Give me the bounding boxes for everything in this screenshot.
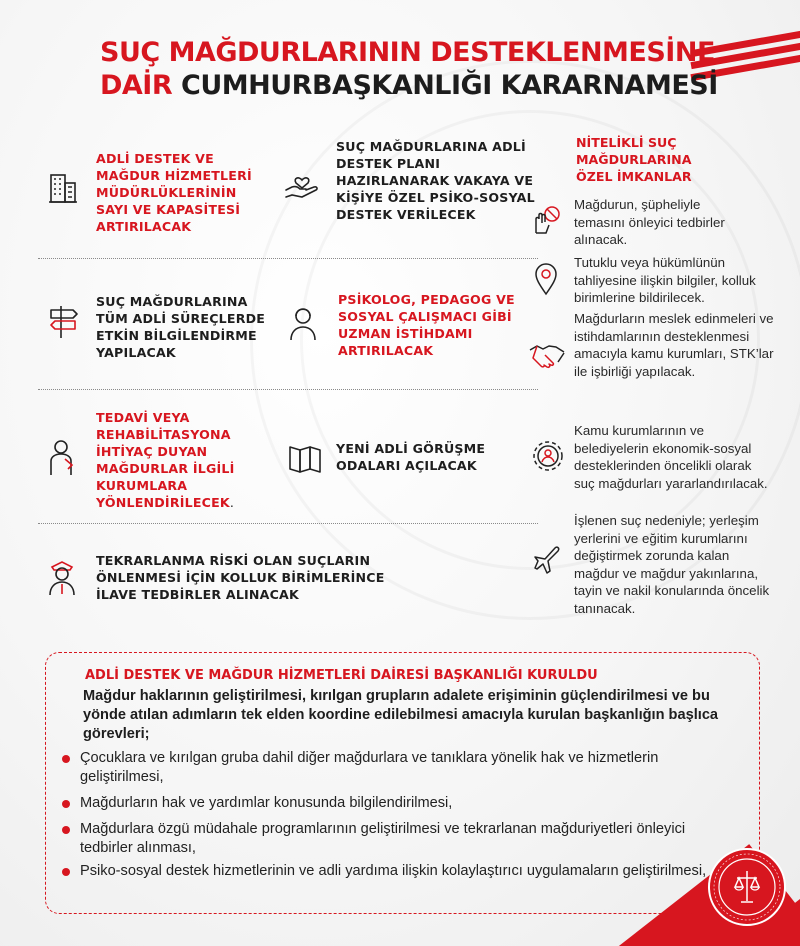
right-item-4: Kamu kurumlarının ve belediyelerin ekonomik-sosyal desteklerinden öncelikli olarak suç mağdurları yararlandırılacak. [574,423,768,491]
item-text-6: YENİ ADLİ GÖRÜŞME ODALARI AÇILACAK [336,441,486,473]
right-item-3: Mağdurların meslek edinmeleri ve istihdamlarının desteklenmesi amacıyla kamu kurumları, STK’lar ile işbirliği yapılacak. [574,311,774,379]
item-text-5-main: TEDAVİ VEYA REHABİLİTASYONA İHTİYAÇ DUYAN MAĞDURLAR İLGİLİ KURUMLARA YÖNLENDİRİLECEK [96,410,235,510]
list-item-text: Psiko-sosyal destek hizmetlerinin ve adli yardıma ilişkin kolaylaştırıcı uygulamaların geliştirilmesi, [80,863,707,879]
woman-icon [288,305,318,341]
title-line1: SUÇ MAĞDURLARININ DESTEKLENMESİNE [100,37,715,68]
list-item-text: Çocuklara ve kırılgan gruba dahil diğer mağdurlara ve tanıklara yönelik hak ve hizmetlerin geliştirilmesi, [80,750,659,785]
right-item-2: Tutuklu veya hükümlünün tahliyesine ilişkin bilgiler, kolluk birimlerine bildirilecek. [574,255,756,305]
corner-decoration [690,0,800,30]
bullet-icon [62,755,70,763]
bullet-icon [62,800,70,808]
helping-hands-icon [284,168,320,202]
list-item [62,820,722,858]
page-title [100,36,720,102]
title-line2-red: DAİR [100,70,173,101]
item-text-3: SUÇ MAĞDURLARINA TÜM ADLİ SÜREÇLERDE ETKİN BİLGİLENDİRME YAPILACAK [96,294,266,360]
item-text-5 [96,409,266,511]
handshake-icon [529,342,565,370]
list-item [62,862,722,881]
title-line2-dark: CUMHURBAŞKANLIĞI KARARNAMESİ [172,70,718,101]
stop-hand-icon [532,205,562,235]
airplane-icon [532,543,564,575]
divider [38,389,538,390]
info-box-intro: Mağdur haklarının geliştirilmesi, kırılgan grupların adalete erişiminin güçlendirilmesi ve bu yönde atılan adımların tek elden koordine edilebilmesi amacıyla kurulan başkanlığın başlıca görevleri; [83,688,719,742]
list-item [62,749,722,787]
ministry-seal-logo [706,846,788,928]
right-item-1: Mağdurun, şüpheliyle temasını önleyici tedbirler alınacak. [574,197,725,247]
gear-people-icon [532,440,564,472]
item-text-7: TEKRARLANMA RİSKİ OLAN SUÇLARIN ÖNLENMESİ İÇİN KOLLUK BİRİMLERİNCE İLAVE TEDBİRLER ALINACAK [96,553,385,602]
list-item-text: Mağdurların hak ve yardımlar konusunda bilgilendirilmesi, [80,795,453,811]
patient-icon [47,439,77,477]
right-column-title: NİTELİKLİ SUÇ MAĞDURLARINA ÖZEL İMKANLAR [576,135,692,184]
room-divider-icon [288,443,322,473]
list-item-text: Mağdurlara özgü müdahale programlarının geliştirilmesi ve tekrarlanan mağduriyetleri önleyici tedbirler alınması, [80,821,686,856]
divider [38,523,538,524]
location-pin-icon [533,262,559,296]
building-icon [48,170,78,204]
item-text-1: ADLİ DESTEK VE MAĞDUR HİZMETLERİ MÜDÜRLÜKLERİNİN SAYI VE KAPASİTESİ ARTIRILACAK [96,151,252,234]
item-text-2: SUÇ MAĞDURLARINA ADLİ DESTEK PLANI HAZIRLANARAK VAKAYA VE KİŞİYE ÖZEL PSİKO-SOSYAL DESTEK VERİLECEK [336,139,535,222]
police-officer-icon [47,558,77,596]
signpost-icon [46,303,80,339]
item-text-5-suffix: . [229,495,235,510]
list-item [62,794,722,813]
right-item-5: İşlenen suç nedeniyle; yerleşim yerlerini ve eğitim kurumlarını değiştirmek zorunda kalan mağdur ve mağdur yakınlarına, tayin ve nakil konularında öncelik tanınacak. [574,513,770,616]
item-text-4: PSİKOLOG, PEDAGOG VE SOSYAL ÇALIŞMACI GİBİ UZMAN İSTİHDAMI ARTIRILACAK [338,292,515,358]
info-box-title: ADLİ DESTEK VE MAĞDUR HİZMETLERİ DAİRESİ BAŞKANLIĞI KURULDU [85,668,598,683]
bullet-icon [62,868,70,876]
divider [38,258,538,259]
bullet-icon [62,826,70,834]
